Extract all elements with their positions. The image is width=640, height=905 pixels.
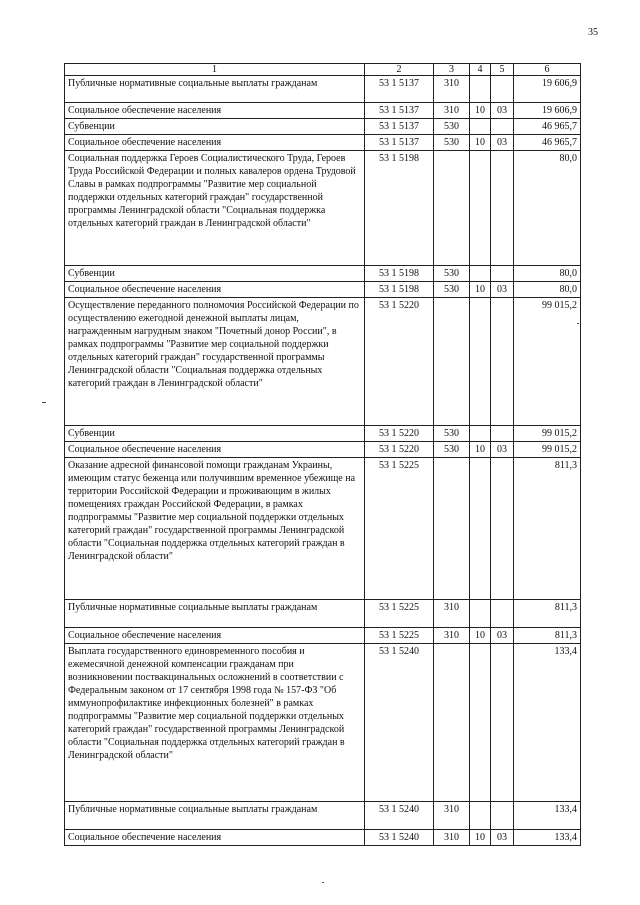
row-subsection: 03: [491, 830, 514, 846]
table-row: [65, 76, 581, 103]
table-row: [65, 298, 581, 426]
row-subsection: [491, 600, 514, 628]
row-type: 310: [434, 628, 470, 644]
table-row: [65, 442, 581, 458]
row-amount: 46 965,7: [514, 135, 581, 151]
table-row: [65, 135, 581, 151]
header-cell: 1: [65, 64, 365, 76]
row-code: 53 1 5137: [365, 135, 434, 151]
header-cell: 6: [514, 64, 581, 76]
row-name: Осуществление переданного полномочия Российской Федерации по осуществлению ежегодной денежной выплаты лицам, награжденным нагрудным знаком "Почетный донор России", в рамках подпрограммы "Развитие мер социальной поддержки отдельных категорий граждан" государственной программы Ленинградской области "Социальная поддержка отдельных категорий граждан в Ленинградской области": [65, 298, 365, 426]
row-subsection: [491, 298, 514, 426]
row-name: Социальное обеспечение населения: [65, 282, 365, 298]
row-amount: 811,3: [514, 628, 581, 644]
header-cell: 3: [434, 64, 470, 76]
row-name: Социальное обеспечение населения: [65, 135, 365, 151]
header-cell: 2: [365, 64, 434, 76]
row-section: 10: [470, 628, 491, 644]
row-code: 53 1 5198: [365, 266, 434, 282]
row-subsection: 03: [491, 282, 514, 298]
row-code: 53 1 5240: [365, 644, 434, 802]
row-name: Субвенции: [65, 119, 365, 135]
row-section: [470, 644, 491, 802]
row-name: Социальная поддержка Героев Социалистического Труда, Героев Труда Российской Федерации и полных кавалеров ордена Трудовой Славы в рамках подпрограммы "Развитие мер социальной поддержки отдельных категорий граждан" государственной программы Ленинградской области "Социальная поддержка отдельных категорий граждан в Ленинградской области": [65, 151, 365, 266]
row-section: 10: [470, 442, 491, 458]
table-header-row: [65, 64, 581, 76]
row-code: 53 1 5240: [365, 830, 434, 846]
row-name: Публичные нормативные социальные выплаты гражданам: [65, 76, 365, 103]
row-subsection: [491, 426, 514, 442]
row-subsection: [491, 458, 514, 600]
row-subsection: [491, 151, 514, 266]
row-section: [470, 600, 491, 628]
row-type: 530: [434, 119, 470, 135]
row-type: 530: [434, 266, 470, 282]
row-amount: 811,3: [514, 458, 581, 600]
row-type: 310: [434, 830, 470, 846]
row-code: 53 1 5225: [365, 628, 434, 644]
row-section: [470, 266, 491, 282]
row-type: 530: [434, 426, 470, 442]
row-subsection: [491, 76, 514, 103]
row-code: 53 1 5198: [365, 282, 434, 298]
row-amount: 19 606,9: [514, 103, 581, 119]
table-row: [65, 802, 581, 830]
row-subsection: 03: [491, 135, 514, 151]
row-amount: 811,3: [514, 600, 581, 628]
row-code: 53 1 5225: [365, 600, 434, 628]
row-type: 530: [434, 282, 470, 298]
row-code: 53 1 5137: [365, 76, 434, 103]
table-row: [65, 103, 581, 119]
row-amount: 80,0: [514, 282, 581, 298]
table-row: [65, 600, 581, 628]
row-code: 53 1 5220: [365, 442, 434, 458]
margin-mark: [42, 402, 46, 403]
row-amount: 133,4: [514, 802, 581, 830]
row-amount: 99 015,2: [514, 298, 581, 426]
table-row: [65, 644, 581, 802]
row-subsection: [491, 802, 514, 830]
table-row: [65, 119, 581, 135]
row-type: 530: [434, 135, 470, 151]
row-name: Социальное обеспечение населения: [65, 442, 365, 458]
row-section: 10: [470, 135, 491, 151]
row-type: [434, 298, 470, 426]
budget-table: [64, 63, 581, 846]
row-code: 53 1 5240: [365, 802, 434, 830]
row-name: Выплата государственного единовременного пособия и ежемесячной денежной компенсации гражданам при возникновении поствакцинальных осложнений в соответствии с Федеральным законом от 17 сентября 1998 года № 157-ФЗ "Об иммунопрофилактике инфекционных болезней" в рамках подпрограммы "Развитие мер социальной поддержки отдельных категорий граждан" государственной программы Ленинградской области "Социальная поддержка отдельных категорий граждан в Ленинградской области": [65, 644, 365, 802]
row-section: [470, 119, 491, 135]
row-subsection: [491, 266, 514, 282]
row-type: 310: [434, 802, 470, 830]
row-name: Оказание адресной финансовой помощи гражданам Украины, имеющим статус беженца или получившим временное убежище на территории Российской Федерации и проживающим в жилых помещениях граждан Российской Федерации, в рамках подпрограммы "Развитие мер социальной поддержки отдельных категорий граждан" государственной программы Ленинградской области "Социальная поддержка отдельных категорий граждан в Ленинградской области": [65, 458, 365, 600]
row-name: Публичные нормативные социальные выплаты гражданам: [65, 600, 365, 628]
row-subsection: 03: [491, 442, 514, 458]
row-name: Публичные нормативные социальные выплаты гражданам: [65, 802, 365, 830]
row-section: 10: [470, 282, 491, 298]
row-name: Социальное обеспечение населения: [65, 628, 365, 644]
table-row: [65, 458, 581, 600]
page-number: 35: [588, 27, 598, 38]
row-type: [434, 644, 470, 802]
row-amount: 19 606,9: [514, 76, 581, 103]
row-section: [470, 426, 491, 442]
row-type: 310: [434, 600, 470, 628]
row-amount: 99 015,2: [514, 426, 581, 442]
scan-speck: [322, 882, 324, 883]
row-amount: 133,4: [514, 830, 581, 846]
row-subsection: 03: [491, 628, 514, 644]
header-cell: 5: [491, 64, 514, 76]
row-subsection: 03: [491, 103, 514, 119]
row-subsection: [491, 644, 514, 802]
table-row: [65, 426, 581, 442]
row-code: 53 1 5137: [365, 119, 434, 135]
row-type: 530: [434, 442, 470, 458]
table-row: [65, 830, 581, 846]
row-name: Субвенции: [65, 426, 365, 442]
table-row: [65, 151, 581, 266]
row-section: [470, 298, 491, 426]
row-name: Социальное обеспечение населения: [65, 103, 365, 119]
table-row: [65, 628, 581, 644]
row-section: 10: [470, 830, 491, 846]
row-section: [470, 76, 491, 103]
row-name: Субвенции: [65, 266, 365, 282]
table-row: [65, 282, 581, 298]
row-section: [470, 802, 491, 830]
row-type: 310: [434, 76, 470, 103]
row-section: 10: [470, 103, 491, 119]
row-type: [434, 151, 470, 266]
row-type: 310: [434, 103, 470, 119]
table-row: [65, 266, 581, 282]
row-code: 53 1 5225: [365, 458, 434, 600]
row-amount: 99 015,2: [514, 442, 581, 458]
row-subsection: [491, 119, 514, 135]
row-code: 53 1 5220: [365, 426, 434, 442]
row-name: Социальное обеспечение населения: [65, 830, 365, 846]
row-type: [434, 458, 470, 600]
header-cell: 4: [470, 64, 491, 76]
row-amount: 46 965,7: [514, 119, 581, 135]
row-amount: 133,4: [514, 644, 581, 802]
row-amount: 80,0: [514, 151, 581, 266]
row-code: 53 1 5198: [365, 151, 434, 266]
row-section: [470, 458, 491, 600]
row-section: [470, 151, 491, 266]
row-code: 53 1 5137: [365, 103, 434, 119]
row-code: 53 1 5220: [365, 298, 434, 426]
row-amount: 80,0: [514, 266, 581, 282]
